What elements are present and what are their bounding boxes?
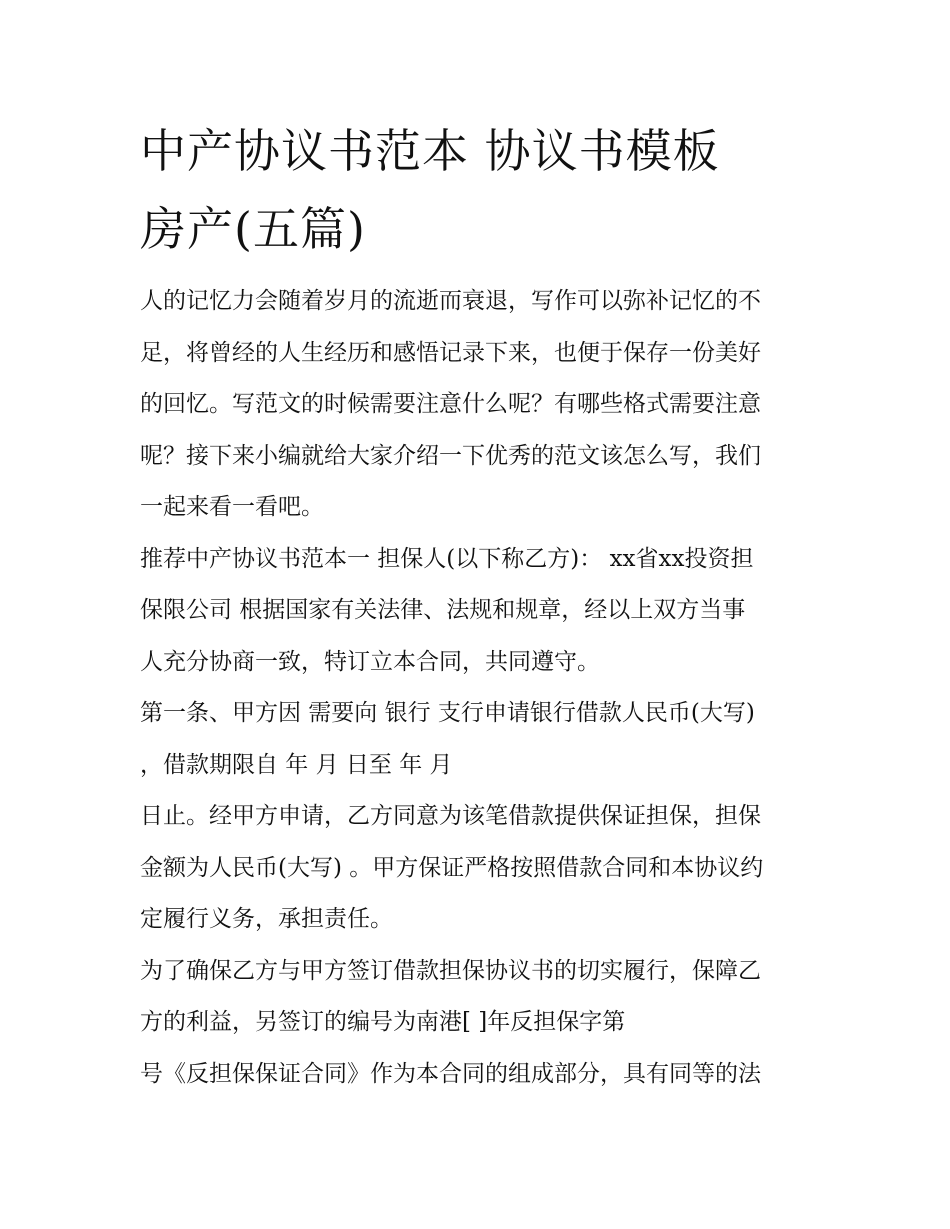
body-line: 呢？接下来小编就给大家介绍一下优秀的范文该怎么写，我们: [140, 442, 761, 469]
body-line: 定履行义务，承担责任。: [140, 906, 393, 932]
body-line: 为了确保乙方与甲方签订借款担保协议书的切实履行，保障乙: [140, 957, 761, 984]
body-line: 号《反担保保证合同》作为本合同的组成部分，具有同等的法: [140, 1060, 761, 1087]
body-line: 人的记忆力会随着岁月的流逝而衰退，写作可以弥补记忆的不: [140, 288, 761, 314]
body-line: 保限公司 根据国家有关法律、法规和规章，经以上双方当事: [140, 597, 746, 623]
document-body: [140, 276, 820, 1100]
document-title: [140, 112, 820, 268]
body-line: 金额为人民币(大写) 。甲方保证严格按照借款合同和本协议约: [140, 854, 764, 881]
title-line: 房产(五篇): [140, 202, 366, 256]
title-line: 中产协议书范本 协议书模板: [140, 124, 720, 178]
body-line: 日止。经甲方申请，乙方同意为该笔借款提供保证担保，担保: [140, 803, 761, 829]
body-line: 方的利益，另签订的编号为南港[ ]年反担保字第: [140, 1009, 626, 1035]
body-line: 推荐中产协议书范本一 担保人(以下称乙方)： xx省xx投资担: [140, 545, 754, 572]
body-line: 的回忆。写范文的时候需要注意什么呢？有哪些格式需要注意: [140, 391, 761, 417]
body-line: 人充分协商一致，特订立本合同，共同遵守。: [140, 648, 600, 675]
body-line: 足，将曾经的人生经历和感悟记录下来，也便于保存一份美好: [140, 339, 761, 366]
body-line: ，借款期限自 年 月 日至 年 月: [140, 751, 453, 778]
body-line: 第一条、甲方因 需要向 银行 支行申请银行借款人民币(大写): [140, 700, 755, 726]
body-line: 一起来看一看吧。: [140, 494, 324, 520]
